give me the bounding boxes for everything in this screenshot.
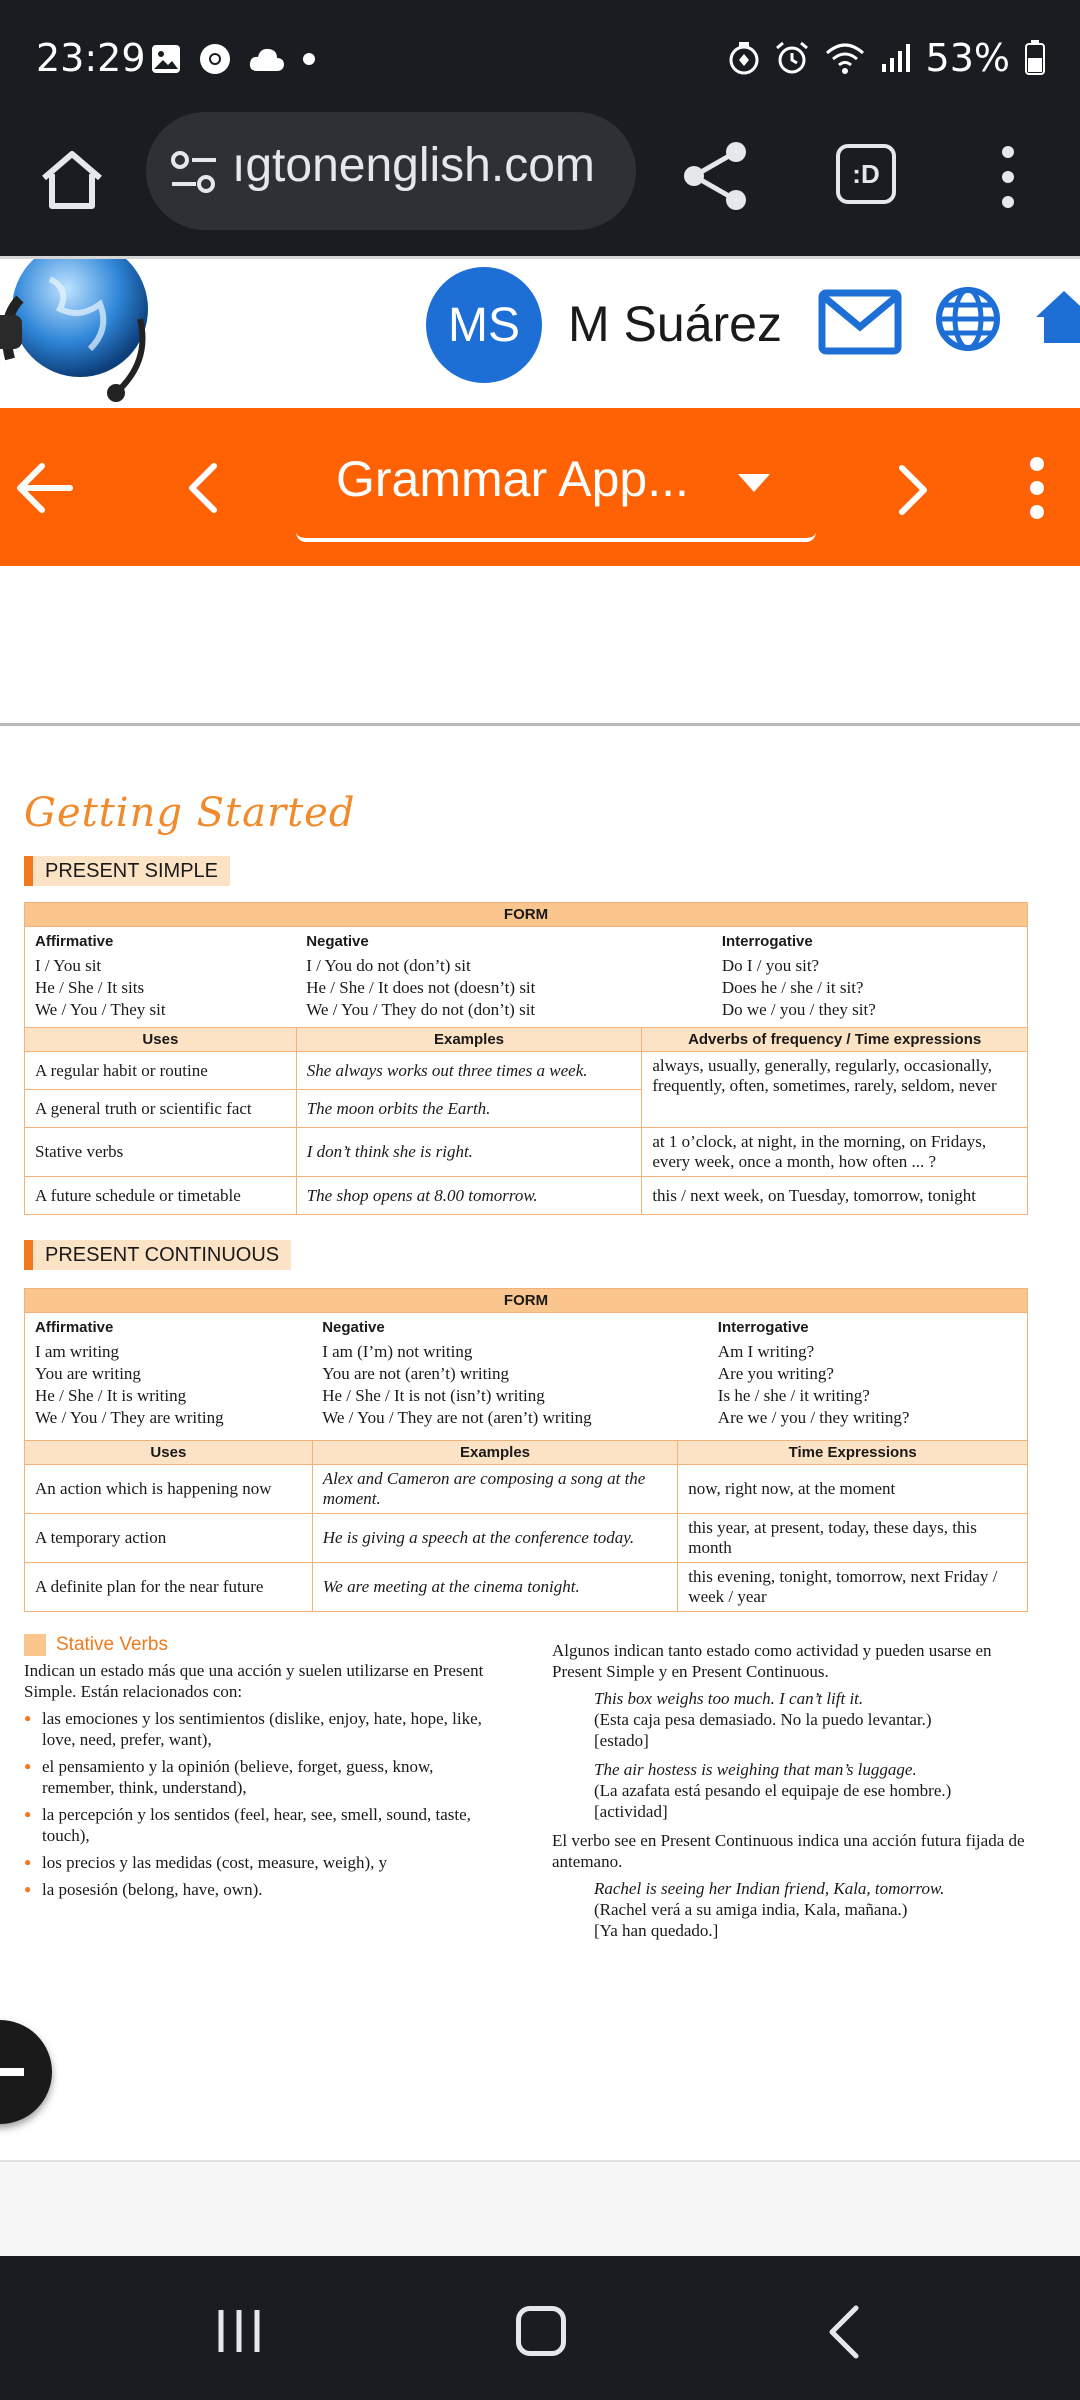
form-line: You are not (aren’t) writing [322, 1364, 510, 1383]
list-item: ● las emociones y los sentimientos (dislike, enjoy, hate, hope, like, love, need, prefer, want), [24, 1708, 504, 1750]
present-simple-table [24, 902, 1028, 1215]
list-item: ● los precios y las medidas (cost, measure, weigh), y [24, 1852, 504, 1873]
form-line: We / You / They do not (don’t) sit [306, 1000, 536, 1019]
example-translation: (Esta caja pesa demasiado. No la puedo levantar.) [594, 1710, 932, 1729]
interrogative-cell [678, 1313, 1028, 1441]
site-settings-icon[interactable] [168, 146, 220, 198]
affirmative-head: Affirmative [35, 933, 114, 950]
example-cell: The moon orbits the Earth. [296, 1090, 642, 1128]
language-globe-icon[interactable] [934, 285, 1002, 353]
example-cell: Alex and Cameron are composing a song at the moment. [312, 1465, 678, 1514]
form-line: I / You do not (don’t) sit [306, 956, 471, 975]
form-line: I am (I’m) not writing [322, 1342, 473, 1361]
form-line: I / You sit [35, 956, 102, 975]
form-line: We / You / They are not (aren’t) writing [322, 1408, 592, 1427]
adverbs-cell: always, usually, generally, regularly, occasionally, frequently, often, sometimes, rarely, seldom, never [642, 1052, 1028, 1128]
document-page [0, 728, 1080, 2160]
time-expressions-cell: this year, at present, today, these days, this month [678, 1514, 1028, 1563]
form-line: You are writing [35, 1364, 141, 1383]
status-time: 23:29 [36, 36, 146, 80]
lesson-selector[interactable] [296, 442, 816, 542]
chrome-icon [198, 42, 232, 76]
form-line: Does he / she / it sit? [721, 978, 864, 997]
share-icon[interactable] [680, 138, 752, 214]
stative-right-column [552, 1640, 1042, 1949]
url-text[interactable]: ıgtonenglish.com [232, 139, 595, 192]
time-expressions-cell: at 1 o’clock, at night, in the morning, on Fridays, every week, once a month, how often ... ? [642, 1128, 1028, 1177]
use-cell: A future schedule or timetable [25, 1177, 297, 1215]
example-tag: [Ya han quedado.] [594, 1921, 719, 1940]
site-header [0, 256, 1080, 408]
stative-intro: Indican un estado más que una acción y suelen utilizarse en Present Simple. Están relacionados con: [24, 1661, 484, 1701]
stative-verbs-label: Stative Verbs [56, 1634, 168, 1655]
list-item: ● el pensamiento y la opinión (believe, forget, guess, know, remember, think, understand), [24, 1756, 504, 1798]
example-cell: He is giving a speech at the conference today. [312, 1514, 678, 1563]
system-back-icon[interactable] [826, 2304, 860, 2360]
battery-icon [1024, 40, 1046, 76]
uses-head: Uses [25, 1441, 313, 1465]
negative-head: Negative [322, 1319, 385, 1336]
example-cell: She always works out three times a week. [296, 1052, 642, 1090]
form-line: He / She / It sits [35, 978, 145, 997]
form-line: We / You / They are writing [35, 1408, 224, 1427]
form-header: FORM [25, 903, 1028, 927]
status-bar [0, 0, 1080, 120]
status-system-icons [728, 36, 1046, 80]
section-title-present-simple: PRESENT SIMPLE [24, 856, 230, 886]
time-expressions-head: Time Expressions [678, 1441, 1028, 1465]
right-intro: Algunos indican tanto estado como actividad y pueden usarse en Present Simple y en Present Continuous. [552, 1641, 992, 1681]
browser-toolbar [0, 120, 1080, 256]
form-line: Is he / she / it writing? [717, 1386, 870, 1405]
form-line: Am I writing? [717, 1342, 815, 1361]
form-line: Are you writing? [717, 1364, 834, 1383]
dot-icon [302, 52, 316, 66]
negative-cell [312, 1313, 678, 1441]
home-button-icon[interactable] [516, 2306, 566, 2356]
page-bottom-area [0, 2160, 1080, 2256]
page-heading: Getting Started [24, 790, 356, 836]
form-line: He / She / It is writing [35, 1386, 187, 1405]
user-avatar[interactable]: MS [426, 267, 542, 383]
status-notification-icons [150, 42, 316, 76]
form-line: He / She / It is not (isn’t) writing [322, 1386, 545, 1405]
signal-icon [880, 42, 912, 74]
example-sentence: This box weighs too much. I can’t lift it. [594, 1689, 864, 1708]
site-home-icon[interactable] [1034, 283, 1080, 351]
dropdown-caret-icon[interactable] [736, 472, 772, 494]
address-bar[interactable] [146, 112, 636, 230]
section-title-present-continuous: PRESENT CONTINUOUS [24, 1240, 291, 1270]
use-cell: A temporary action [25, 1514, 313, 1563]
negative-head: Negative [306, 933, 369, 950]
overflow-menu-icon[interactable] [990, 142, 1026, 212]
example-translation: (Rachel verá a su amiga india, Kala, mañana.) [594, 1900, 908, 1919]
see-note: El verbo see en Present Continuous indica una acción futura fijada de antemano. [552, 1831, 1025, 1871]
tab-switcher-button[interactable]: :D [836, 144, 896, 204]
use-cell: A regular habit or routine [25, 1052, 297, 1090]
use-cell: An action which is happening now [25, 1465, 313, 1514]
example-translation: (La azafata está pesando el equipaje de ese hombre.) [594, 1781, 952, 1800]
example-block [552, 1878, 1042, 1941]
blank-band [0, 566, 1080, 726]
stative-verbs-title [24, 1634, 168, 1656]
interrogative-head: Interrogative [717, 1319, 809, 1336]
stative-left-column [24, 1660, 504, 1906]
example-sentence: Rachel is seeing her Indian friend, Kala, tomorrow. [594, 1879, 945, 1898]
battery-percent: 53% [925, 36, 1010, 80]
adverbs-head: Adverbs of frequency / Time expressions [642, 1028, 1028, 1052]
example-cell: I don’t think she is right. [296, 1128, 642, 1177]
example-cell: The shop opens at 8.00 tomorrow. [296, 1177, 642, 1215]
examples-head: Examples [312, 1441, 678, 1465]
use-cell: A definite plan for the near future [25, 1563, 313, 1612]
example-cell: We are meeting at the cinema tonight. [312, 1563, 678, 1612]
examples-head: Examples [296, 1028, 642, 1052]
example-block [552, 1688, 1042, 1751]
mail-icon[interactable] [818, 289, 902, 355]
example-sentence: The air hostess is weighing that man’s luggage. [594, 1760, 917, 1779]
lesson-nav-bar [0, 408, 1080, 566]
back-arrow-icon[interactable] [14, 458, 74, 518]
next-chevron-icon[interactable] [896, 460, 932, 520]
lesson-title[interactable]: Grammar App... [336, 451, 689, 507]
more-vert-icon[interactable] [1026, 456, 1048, 520]
example-tag: [estado] [594, 1731, 649, 1750]
recent-apps-icon[interactable] [216, 2308, 262, 2354]
example-block [552, 1759, 1042, 1822]
previous-chevron-icon[interactable] [184, 458, 220, 518]
affirmative-head: Affirmative [35, 1319, 114, 1336]
site-logo-globe-icon[interactable] [0, 259, 160, 409]
form-line: I am writing [35, 1342, 120, 1361]
section-marker-icon [24, 1634, 46, 1656]
cloud-icon [248, 45, 286, 73]
user-name[interactable]: M Suárez [568, 296, 782, 352]
form-line: Do we / you / they sit? [721, 1000, 876, 1019]
time-expressions-cell: this / next week, on Tuesday, tomorrow, tonight [642, 1177, 1028, 1215]
time-expressions-cell: this evening, tonight, tomorrow, next Friday / week / year [678, 1563, 1028, 1612]
form-line: He / She / It does not (doesn’t) sit [306, 978, 536, 997]
interrogative-cell [642, 927, 1028, 1028]
affirmative-cell [25, 927, 297, 1028]
form-line: Do I / you sit? [721, 956, 820, 975]
form-header: FORM [25, 1289, 1028, 1313]
wifi-icon [824, 41, 866, 75]
form-line: Are we / you / they writing? [717, 1408, 910, 1427]
list-item: ● la posesión (belong, have, own). [24, 1879, 504, 1900]
list-item: ● la percepción y los sentidos (feel, hear, see, smell, sound, taste, touch), [24, 1804, 504, 1846]
stative-list [24, 1708, 504, 1900]
negative-cell [296, 927, 642, 1028]
form-line: We / You / They sit [35, 1000, 166, 1019]
uses-head: Uses [25, 1028, 297, 1052]
home-icon[interactable] [38, 146, 106, 214]
battery-saver-icon [728, 40, 760, 76]
use-cell: Stative verbs [25, 1128, 297, 1177]
time-expressions-cell: now, right now, at the moment [678, 1465, 1028, 1514]
present-continuous-table [24, 1288, 1028, 1612]
alarm-icon [774, 40, 810, 76]
affirmative-cell [25, 1313, 313, 1441]
example-tag: [actividad] [594, 1802, 668, 1821]
gallery-icon [150, 43, 182, 75]
use-cell: A general truth or scientific fact [25, 1090, 297, 1128]
system-navigation-bar [0, 2256, 1080, 2400]
interrogative-head: Interrogative [721, 933, 813, 950]
